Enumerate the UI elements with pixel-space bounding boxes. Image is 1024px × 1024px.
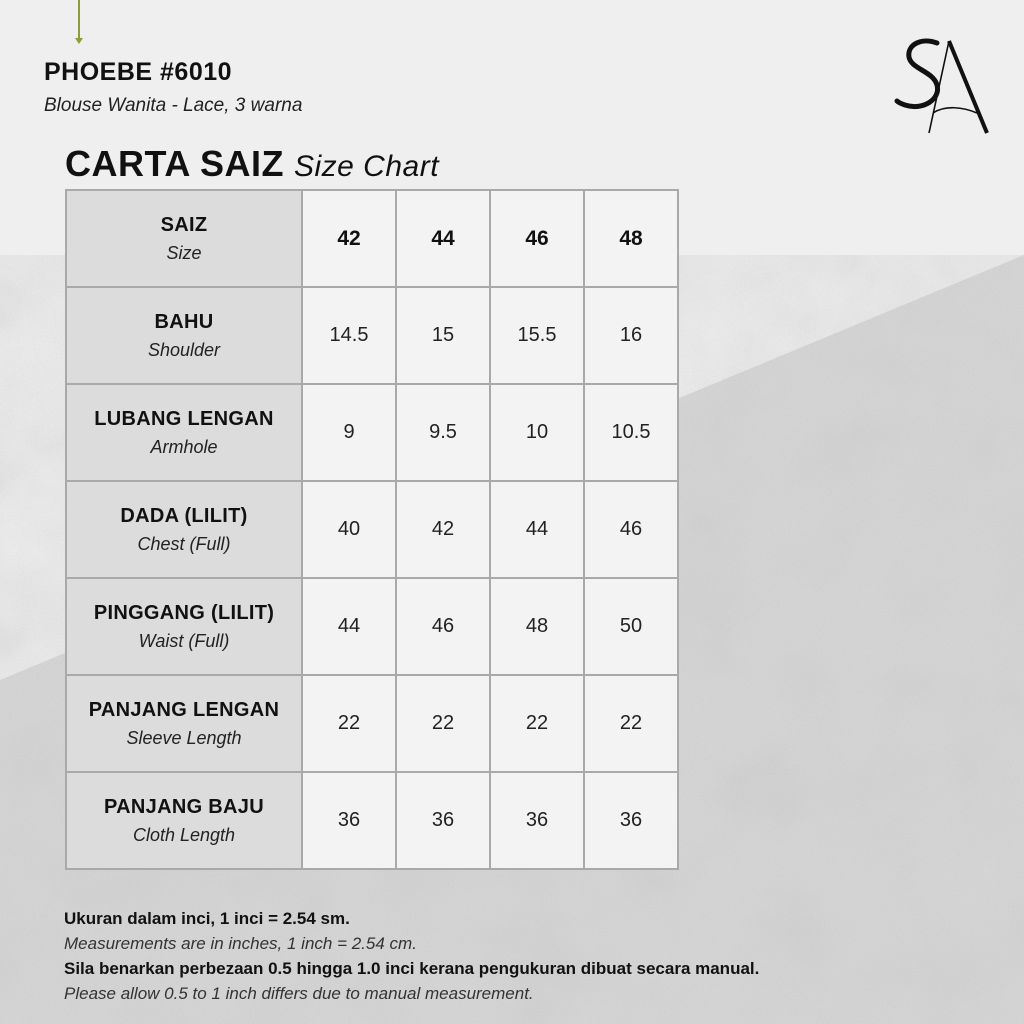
row-label-en: Waist (Full) <box>138 630 230 651</box>
row-label-en: Cloth Length <box>132 824 236 845</box>
header-label: SAIZ <box>160 213 208 236</box>
value-cell: 22 <box>302 675 396 772</box>
row-label-cell <box>66 578 302 675</box>
value-cell: 16 <box>584 287 678 384</box>
value-cell: 10 <box>490 384 584 481</box>
row-label-cell <box>66 481 302 578</box>
value-cell: 42 <box>396 481 490 578</box>
chart-title-malay: CARTA SAIZ <box>65 143 284 184</box>
value-cell: 15.5 <box>490 287 584 384</box>
row-label-en: Chest (Full) <box>137 533 231 554</box>
note-tolerance-english: Please allow 0.5 to 1 inch differs due to manual measurement. <box>64 984 534 1003</box>
value-cell: 44 <box>490 481 584 578</box>
table-row <box>66 481 678 578</box>
product-subtitle: Blouse Wanita - Lace, 3 warna <box>44 95 303 116</box>
value-cell: 50 <box>584 578 678 675</box>
product-title: PHOEBE #6010 <box>44 58 233 86</box>
accent-tick-line <box>78 0 80 40</box>
value-cell: 22 <box>490 675 584 772</box>
value-cell: 22 <box>584 675 678 772</box>
row-label: PANJANG LENGAN <box>88 698 280 721</box>
table-row <box>66 578 678 675</box>
measurement-notes <box>64 906 1004 1006</box>
value-cell: 46 <box>396 578 490 675</box>
table-row <box>66 772 678 869</box>
value-cell: 40 <box>302 481 396 578</box>
size-header-cell: 44 <box>396 190 490 287</box>
brand-logo <box>893 35 993 139</box>
note-tolerance-malay: Sila benarkan perbezaan 0.5 hingga 1.0 inci kerana pengukuran dibuat secara manual. <box>64 959 760 978</box>
row-label: PINGGANG (LILIT) <box>93 601 275 624</box>
table-row <box>66 675 678 772</box>
row-label-en: Armhole <box>150 436 218 457</box>
table-row <box>66 287 678 384</box>
header-label-cell <box>66 190 302 287</box>
accent-tick-arrow-icon <box>75 38 83 44</box>
value-cell: 44 <box>302 578 396 675</box>
value-cell: 36 <box>302 772 396 869</box>
chart-title-english: Size Chart <box>293 150 440 183</box>
row-label-cell <box>66 675 302 772</box>
row-label-cell <box>66 287 302 384</box>
value-cell: 22 <box>396 675 490 772</box>
value-cell: 14.5 <box>302 287 396 384</box>
row-label-cell <box>66 772 302 869</box>
size-header-cell: 46 <box>490 190 584 287</box>
row-label: DADA (LILIT) <box>120 504 248 527</box>
row-label-en: Shoulder <box>147 339 221 360</box>
table-header-row <box>66 190 678 287</box>
header-label-en: Size <box>166 242 202 263</box>
value-cell: 36 <box>396 772 490 869</box>
value-cell: 9 <box>302 384 396 481</box>
row-label-en: Sleeve Length <box>126 727 242 748</box>
chart-title <box>65 143 439 185</box>
size-header-cell: 42 <box>302 190 396 287</box>
value-cell: 9.5 <box>396 384 490 481</box>
value-cell: 36 <box>490 772 584 869</box>
size-header-cell: 48 <box>584 190 678 287</box>
size-chart-table <box>65 189 679 870</box>
value-cell: 48 <box>490 578 584 675</box>
note-inches-malay: Ukuran dalam inci, 1 inci = 2.54 sm. <box>64 909 350 928</box>
value-cell: 46 <box>584 481 678 578</box>
row-label: PANJANG BAJU <box>104 795 264 818</box>
table-row <box>66 384 678 481</box>
value-cell: 36 <box>584 772 678 869</box>
row-label: BAHU <box>154 310 214 333</box>
note-inches-english: Measurements are in inches, 1 inch = 2.54 cm. <box>64 934 417 953</box>
value-cell: 15 <box>396 287 490 384</box>
value-cell: 10.5 <box>584 384 678 481</box>
row-label: LUBANG LENGAN <box>94 407 274 430</box>
row-label-cell <box>66 384 302 481</box>
